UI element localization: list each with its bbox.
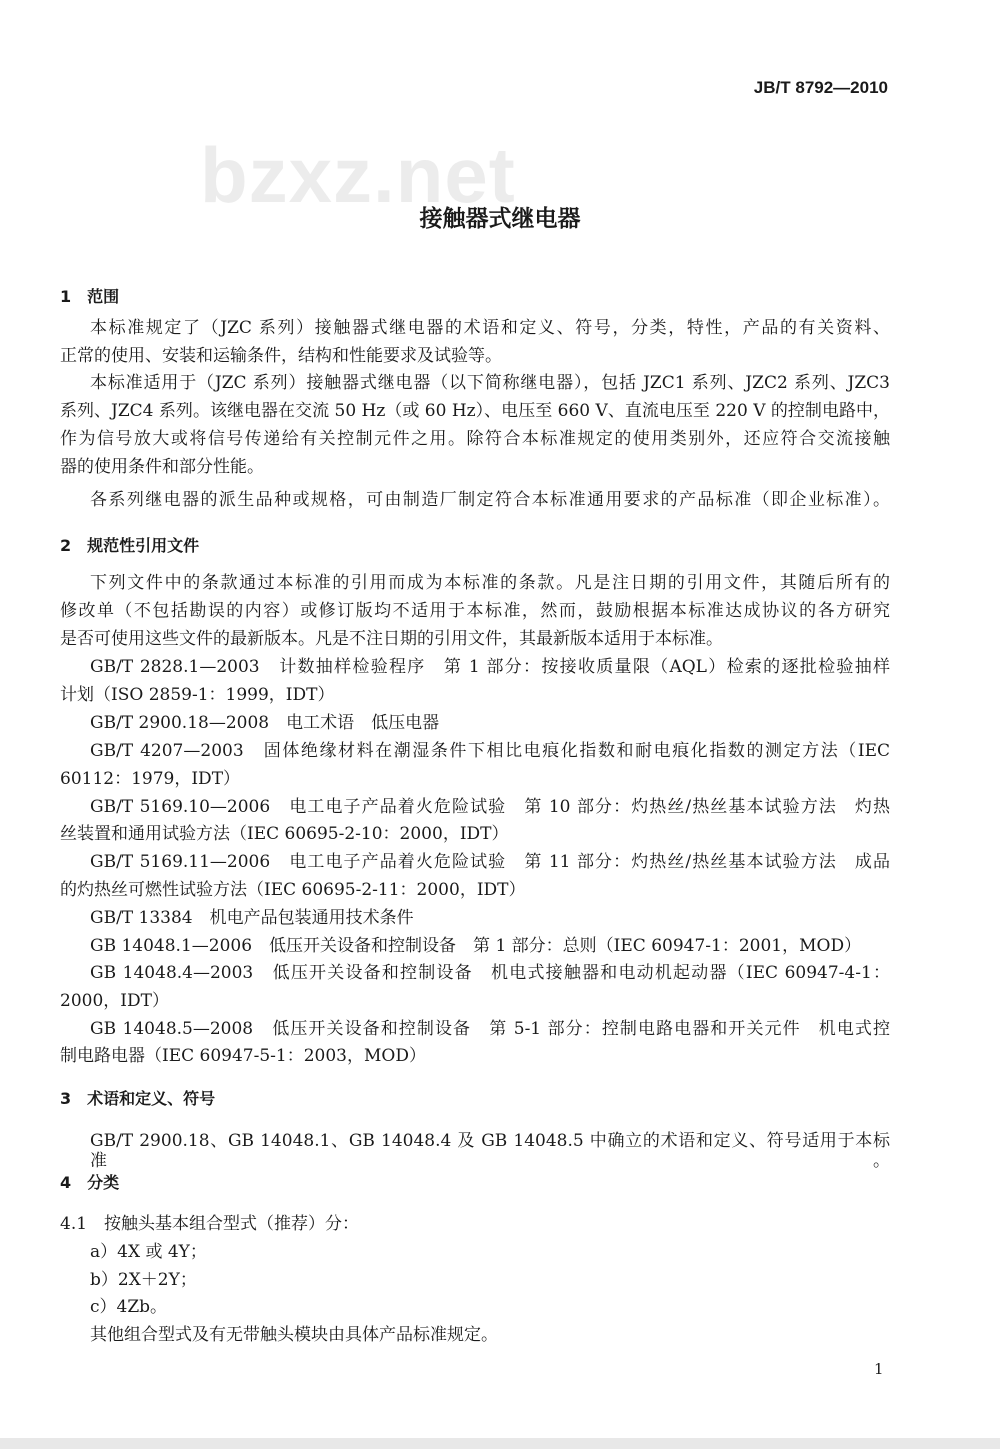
paragraph-line: 正常的使用、安装和运输条件，结构和性能要求及试验等。 <box>60 346 502 366</box>
watermark: bzxz.net <box>200 131 516 219</box>
standard-number: JB/T 8792—2010 <box>753 78 888 97</box>
subsection-4-1: 4.1 按触头基本组合型式（推荐）分： <box>60 1214 360 1234</box>
paragraph-line: 本标准规定了（JZC 系列）接触器式继电器的术语和定义、符号，分类，特性，产品的有关资料、 <box>90 318 890 338</box>
paragraph-line: 修改单（不包括勘误的内容）或修订版均不适用于本标准，然而，鼓励根据本标准达成协议的各方研究 <box>60 601 890 621</box>
reference-line: 计划（ISO 2859-1：1999，IDT） <box>60 685 335 705</box>
reference-line: GB 14048.1—2006 低压开关设备和控制设备 第 1 部分：总则（IEC 60947-1：2001，MOD） <box>90 936 862 956</box>
reference-line: 制电路电器（IEC 60947-5-1：2003，MOD） <box>60 1046 426 1066</box>
reference-line: 60112：1979，IDT） <box>60 769 241 789</box>
paragraph-line: 各系列继电器的派生品种或规格，可由制造厂制定符合本标准通用要求的产品标准（即企业标准）。 <box>90 490 890 510</box>
paragraph-line: 本标准适用于（JZC 系列）接触器式继电器（以下简称继电器），包括 JZC1 系列、JZC2 系列、JZC3 <box>90 373 890 393</box>
paragraph-line: 其他组合型式及有无带触头模块由具体产品标准规定。 <box>90 1325 498 1345</box>
paragraph-line: 器的使用条件和部分性能。 <box>60 457 264 477</box>
paragraph-line: 系列、JZC4 系列。该继电器在交流 50 Hz（或 60 Hz）、电压至 660 V、直流电压至 220 V 的控制电路中， <box>60 401 890 421</box>
list-item: a）4X 或 4Y； <box>90 1242 207 1262</box>
paragraph-line: 下列文件中的条款通过本标准的引用而成为本标准的条款。凡是注日期的引用文件，其随后所有的 <box>90 573 890 593</box>
paragraph-line: 是否可使用这些文件的最新版本。凡是不注日期的引用文件，其最新版本适用于本标准。 <box>60 629 723 649</box>
list-item: b）2X＋2Y； <box>90 1270 197 1290</box>
reference-line: GB/T 5169.11—2006 电工电子产品着火危险试验 第 11 部分：灼热丝/热丝基本试验方法 成品 <box>90 852 890 872</box>
paragraph-line: 作为信号放大或将信号传递给有关控制元件之用。除符合本标准规定的使用类别外，还应符合交流接触 <box>60 429 890 449</box>
section-1-heading: 1 范围 <box>60 287 120 306</box>
list-item: c）4Zb。 <box>90 1297 168 1317</box>
section-4-heading: 4 分类 <box>60 1173 120 1192</box>
reference-line: GB 14048.4—2003 低压开关设备和控制设备 机电式接触器和电动机起动器（IEC 60947-4-1： <box>90 963 890 983</box>
reference-line: GB/T 2900.18—2008 电工术语 低压电器 <box>90 713 440 733</box>
document-title: 接触器式继电器 <box>419 206 581 232</box>
section-2-heading: 2 规范性引用文件 <box>60 536 200 555</box>
reference-line: GB 14048.5—2008 低压开关设备和控制设备 第 5-1 部分：控制电路电器和开关元件 机电式控 <box>90 1019 890 1039</box>
reference-line: GB/T 4207—2003 固体绝缘材料在潮湿条件下相比电痕化指数和耐电痕化指数的测定方法（IEC <box>90 741 890 761</box>
section-3-heading: 3 术语和定义、符号 <box>60 1089 216 1108</box>
reference-line: GB/T 13384 机电产品包装通用技术条件 <box>90 908 414 928</box>
page-number: 1 <box>874 1360 884 1378</box>
reference-line: GB/T 5169.10—2006 电工电子产品着火危险试验 第 10 部分：灼热丝/热丝基本试验方法 灼热 <box>90 797 890 817</box>
page-edge <box>0 1438 1000 1449</box>
reference-line: GB/T 2828.1—2003 计数抽样检验程序 第 1 部分：按接收质量限（AQL）检索的逐批检验抽样 <box>90 657 890 677</box>
reference-line: 2000，IDT） <box>60 991 169 1011</box>
reference-line: 的灼热丝可燃性试验方法（IEC 60695-2-11：2000，IDT） <box>60 880 526 900</box>
paragraph-line: GB/T 2900.18、GB 14048.1、GB 14048.4 及 GB 14048.5 中确立的术语和定义、符号适用于本标准。 <box>90 1131 890 1171</box>
reference-line: 丝装置和通用试验方法（IEC 60695-2-10：2000，IDT） <box>60 824 509 844</box>
